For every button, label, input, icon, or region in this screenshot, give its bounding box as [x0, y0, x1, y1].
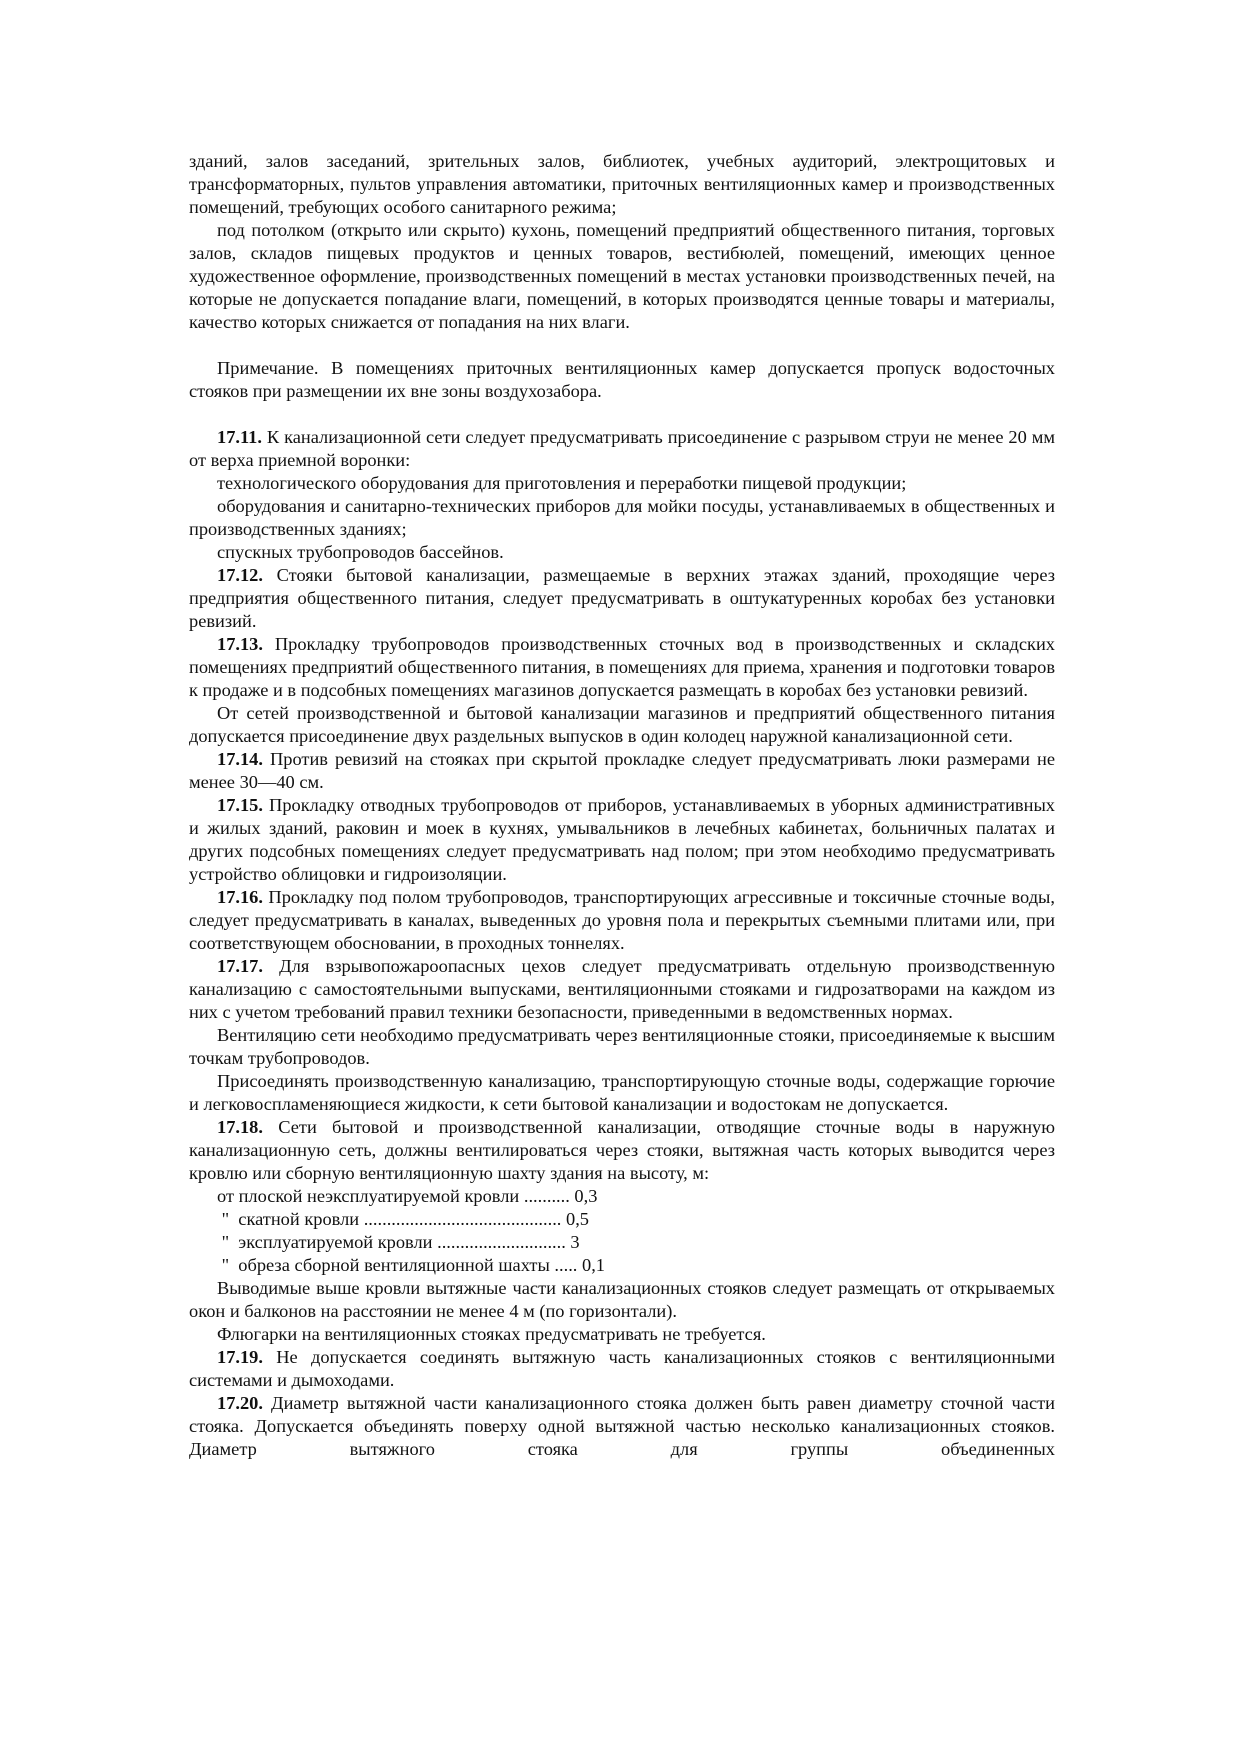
section-text: Для взрывопожароопасных цехов следует предусматривать отдельную производственную канализацию с самостоятельными выпусками, вентиляционными стояками и гидрозатворами на каждом из них с учетом требований правил техники безопасности, приведенными в ведомственных нормах.	[189, 956, 1055, 1022]
section-number: 17.13.	[217, 634, 263, 654]
section-17-16	[189, 886, 1055, 955]
document-page	[189, 150, 1055, 1461]
section-number: 17.14.	[217, 749, 263, 769]
section-text: Прокладку под полом трубопроводов, транспортирующих агрессивные и токсичные сточные воды, следует предусматривать в каналах, выведенных до уровня пола и перекрытых съемными плитами или, при соответствующем обосновании, в проходных тоннелях.	[189, 887, 1055, 953]
section-text: Прокладку трубопроводов производственных сточных вод в производственных и складских помещениях предприятий общественного питания, в помещениях для приема, хранения и подготовки товаров к продаже и в подсобных помещениях магазинов допускается размещать в коробах без установки ревизий.	[189, 634, 1055, 700]
spacer	[189, 403, 1055, 426]
section-17-17	[189, 955, 1055, 1024]
section-number: 17.19.	[217, 1347, 263, 1367]
height-list-item: " эксплуатируемой кровли ............................ 3	[217, 1232, 580, 1252]
section-number: 17.15.	[217, 795, 263, 815]
section-text: Не допускается соединять вытяжную часть канализационных стояков с вентиляционными системами и дымоходами.	[189, 1347, 1055, 1390]
paragraph: под потолком (открыто или скрыто) кухонь, помещений предприятий общественного питания, торговых залов, складов пищевых продуктов и ценных товаров, вестибюлей, помещений, имеющих ценное художественное оформление, производственных помещений в местах установки производственных печей, на которые не допускается попадание влаги, помещений, в которых производятся ценные товары и материалы, качество которых снижается от попадания на них влаги.	[189, 220, 1055, 332]
spacer	[189, 334, 1055, 357]
paragraph: От сетей производственной и бытовой канализации магазинов и предприятий общественного питания допускается присоединение двух раздельных выпусков в один колодец наружной канализационной сети.	[189, 703, 1055, 746]
section-text: Стояки бытовой канализации, размещаемые в верхних этажах зданий, проходящие через предприятия общественного питания, следует предусматривать в оштукатуренных коробах без установки ревизий.	[189, 565, 1055, 631]
paragraph: зданий, залов заседаний, зрительных залов, библиотек, учебных аудиторий, электрощитовых и трансформаторных, пультов управления автоматики, приточных вентиляционных камер и производственных помещений, требующих особого санитарного режима;	[189, 151, 1055, 217]
paragraph: оборудования и санитарно-технических приборов для мойки посуды, устанавливаемых в общественных и производственных зданиях;	[189, 496, 1055, 539]
height-list-item: " скатной кровли ........................................... 0,5	[217, 1209, 589, 1229]
section-17-15	[189, 794, 1055, 886]
paragraph: Выводимые выше кровли вытяжные части канализационных стояков следует размещать от открываемых окон и балконов на расстоянии не менее 4 м (по горизонтали).	[189, 1278, 1055, 1321]
section-17-18	[189, 1116, 1055, 1185]
section-text: К канализационной сети следует предусматривать присоединение с разрывом струи не менее 20 мм от верха приемной воронки:	[189, 427, 1055, 470]
section-17-14	[189, 748, 1055, 794]
section-17-20	[189, 1392, 1055, 1461]
paragraph: Вентиляцию сети необходимо предусматривать через вентиляционные стояки, присоединяемые к высшим точкам трубопроводов.	[189, 1025, 1055, 1068]
paragraph: технологического оборудования для приготовления и переработки пищевой продукции;	[217, 473, 907, 493]
section-17-19	[189, 1346, 1055, 1392]
section-17-11	[189, 426, 1055, 472]
section-number: 17.16.	[217, 887, 263, 907]
section-number: 17.18.	[217, 1117, 263, 1137]
section-number: 17.11.	[217, 427, 262, 447]
section-text: Диаметр вытяжной части канализационного стояка должен быть равен диаметру сточной части стояка. Допускается объединять поверху одной вытяжной частью несколько канализационных стояков. Диаметр вытяжного стояка для группы объединенных	[189, 1393, 1055, 1459]
section-text: Сети бытовой и производственной канализации, отводящие сточные воды в наружную канализационную сеть, должны вентилироваться через стояки, вытяжная часть которых выводится через кровлю или сборную вентиляционную шахту здания на высоту, м:	[189, 1117, 1055, 1183]
paragraph: Флюгарки на вентиляционных стояках предусматривать не требуется.	[217, 1324, 766, 1344]
height-list-item: " обреза сборной вентиляционной шахты ..... 0,1	[217, 1255, 605, 1275]
section-17-12	[189, 564, 1055, 633]
section-number: 17.17.	[217, 956, 263, 976]
section-number: 17.20.	[217, 1393, 263, 1413]
paragraph: Присоединять производственную канализацию, транспортирующую сточные воды, содержащие горючие и легковоспламеняющиеся жидкости, к сети бытовой канализации и водостокам не допускается.	[189, 1071, 1055, 1114]
paragraph: спускных трубопроводов бассейнов.	[217, 542, 504, 562]
section-text: Прокладку отводных трубопроводов от приборов, устанавливаемых в уборных административных и жилых зданий, раковин и моек в кухнях, умывальников в лечебных кабинетах, больничных палатах и других подсобных помещениях следует предусматривать над полом; при этом необходимо предусматривать устройство облицовки и гидроизоляции.	[189, 795, 1055, 884]
height-list-item: от плоской неэксплуатируемой кровли .......... 0,3	[217, 1186, 598, 1206]
section-number: 17.12.	[217, 565, 263, 585]
section-text: Против ревизий на стояках при скрытой прокладке следует предусматривать люки размерами не менее 30—40 см.	[189, 749, 1055, 792]
note-paragraph: Примечание. В помещениях приточных вентиляционных камер допускается пропуск водосточных стояков при размещении их вне зоны воздухозабора.	[189, 358, 1055, 401]
section-17-13	[189, 633, 1055, 702]
